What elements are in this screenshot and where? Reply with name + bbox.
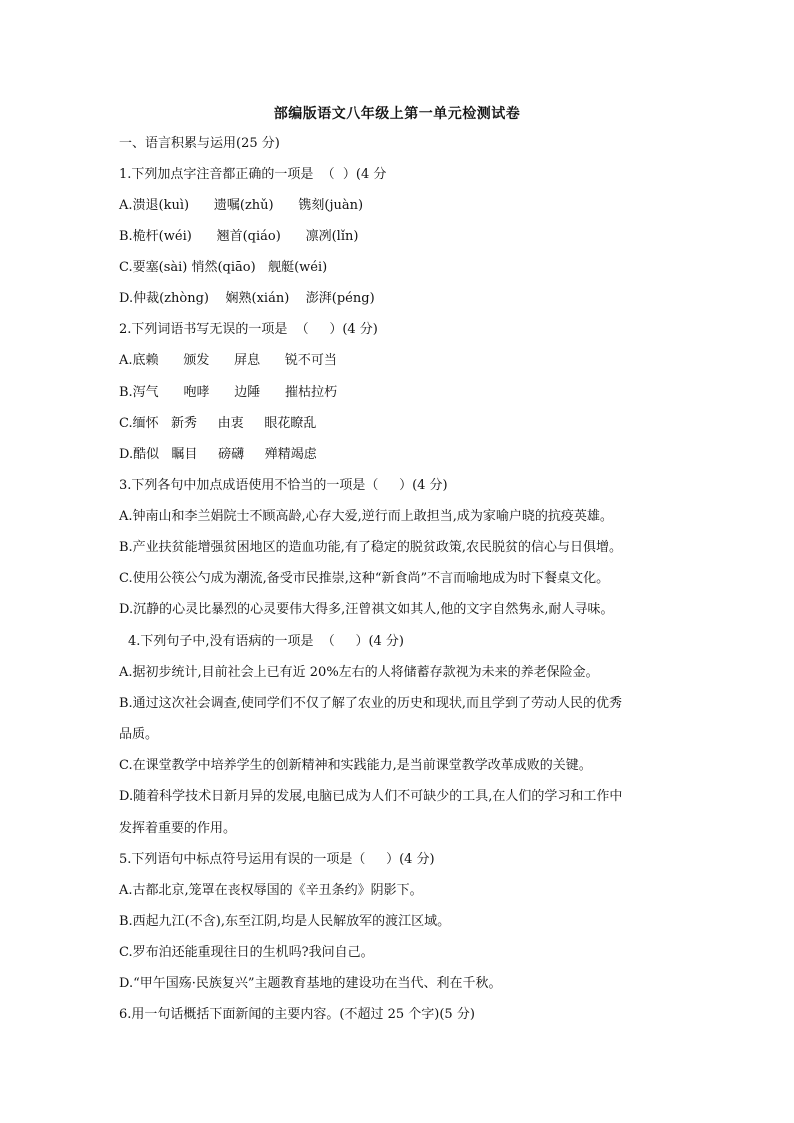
question-3-option-b: B.产业扶贫能增强贫困地区的造血功能,有了稳定的脱贫政策,农民脱贫的信心与日俱增。	[119, 540, 622, 555]
question-2-stem: 2.下列词语书写无误的一项是 （ ）(4 分)	[119, 322, 378, 337]
question-5-option-a: A.古都北京,笼罩在丧权辱国的《辛丑条约》阴影下。	[119, 883, 423, 898]
question-2-option-d: D.酷似 瞩目 磅礴 殚精竭虑	[119, 447, 317, 462]
question-5-option-c: C.罗布泊还能重现往日的生机吗?我问自己。	[119, 945, 374, 960]
section-heading: 一、语言积累与运用(25 分)	[119, 136, 280, 151]
question-2-option-c: C.缅怀 新秀 由衷 眼花瞭乱	[119, 416, 317, 431]
question-4-option-c: C.在课堂教学中培养学生的创新精神和实践能力,是当前课堂教学改革成败的关键。	[119, 758, 592, 773]
question-4-option-d-cont: 发挥着重要的作用。	[119, 821, 237, 836]
question-1-option-a: A.溃退(kuì) 遗嘱(zhǔ) 镌刻(juàn)	[119, 198, 364, 213]
question-3-option-a: A.钟南山和李兰娟院士不顾高龄,心存大爱,逆行而上敢担当,成为家喻户晓的抗疫英雄。	[119, 509, 613, 524]
question-6-stem: 6.用一句话概括下面新闻的主要内容。(不超过 25 个字)(5 分)	[119, 1007, 475, 1022]
question-4-option-b: B.通过这次社会调查,使同学们不仅了解了农业的历史和现状,而且学到了劳动人民的优秀	[119, 696, 622, 711]
question-4-option-d: D.随着科学技术日新月异的发展,电脑已成为人们不可缺少的工具,在人们的学习和工作中	[119, 789, 623, 804]
question-5-stem: 5.下列语句中标点符号运用有误的一项是（ ）(4 分)	[119, 852, 435, 867]
question-1-option-d: D.仲裁(zhòng) 娴熟(xián) 澎湃(péng)	[119, 291, 375, 306]
question-3-stem: 3.下列各句中加点成语使用不恰当的一项是（ ）(4 分)	[119, 478, 448, 493]
question-1-option-c: C.要塞(sài) 悄然(qiāo) 舰艇(wéi)	[119, 260, 328, 275]
question-2-option-a: A.底赖 颁发 屏息 锐不可当	[119, 353, 337, 368]
question-5-option-b: B.西起九江(不含),东至江阴,均是人民解放军的渡江区域。	[119, 914, 451, 929]
question-4-option-a: A.据初步统计,目前社会上已有近 20%左右的人将储蓄存款视为未来的养老保险金。	[119, 665, 599, 680]
question-4-option-b-cont: 品质。	[119, 727, 159, 742]
question-3-option-c: C.使用公筷公勺成为潮流,备受市民推崇,这种“新食尚”不言而喻地成为时下餐桌文化。	[119, 571, 610, 586]
question-5-option-d: D.“甲午国殇·民族复兴”主题教育基地的建设功在当代、利在千秋。	[119, 976, 502, 991]
exam-title: 部编版语文八年级上第一单元检测试卷	[273, 106, 521, 122]
question-4-stem: 4.下列句子中,没有语病的一项是 （ ）(4 分)	[128, 634, 405, 649]
question-1-stem: 1.下列加点字注音都正确的一项是 （ ）(4 分	[119, 167, 387, 182]
question-1-option-b: B.桅杆(wéi) 翘首(qiáo) 凛冽(lǐn)	[119, 229, 359, 244]
question-3-option-d: D.沉静的心灵比暴烈的心灵要伟大得多,汪曾祺文如其人,他的文字自然隽永,耐人寻味。	[119, 602, 614, 617]
question-2-option-b: B.泻气 咆哮 边陲 摧枯拉朽	[119, 385, 338, 400]
